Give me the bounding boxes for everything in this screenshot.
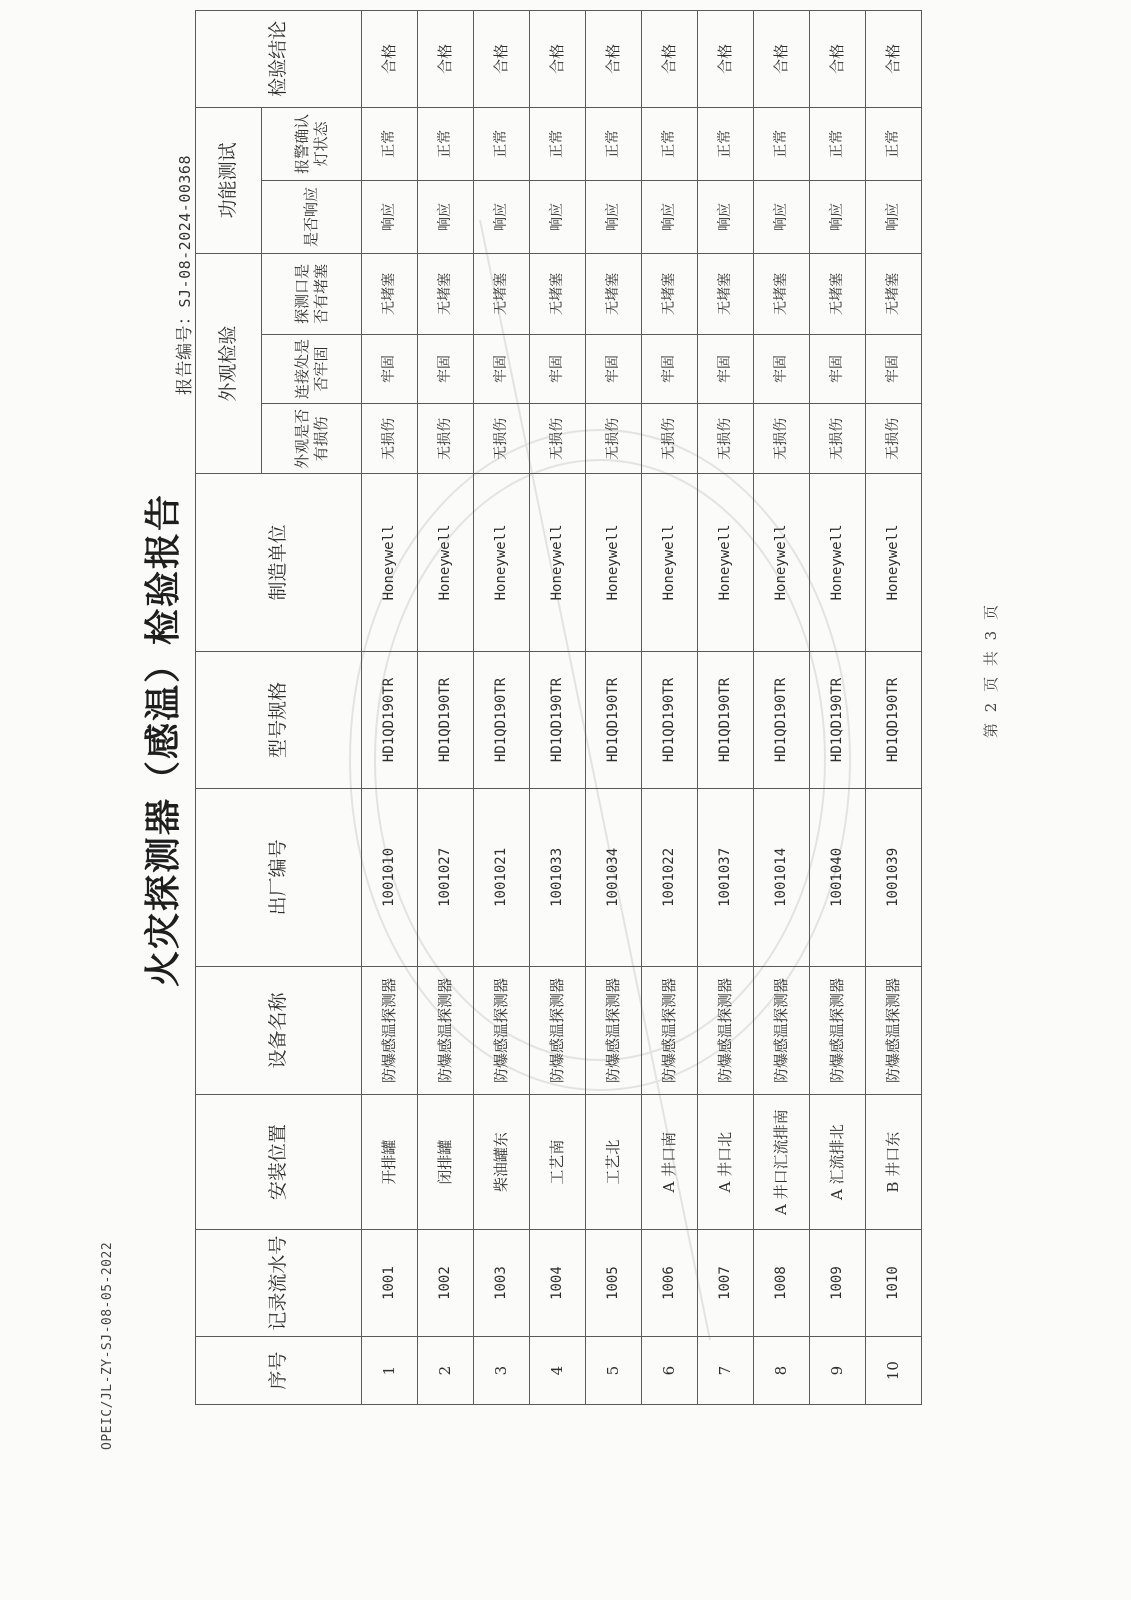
- cell-responds: 响应: [586, 180, 642, 253]
- cell-connection: 牢固: [866, 334, 922, 404]
- cell-alarm-light: 正常: [474, 107, 530, 180]
- header-alarm-light: 报警确认灯状态: [262, 107, 362, 180]
- cell-alarm-light: 正常: [866, 107, 922, 180]
- cell-conclusion: 合格: [362, 11, 418, 108]
- cell-connection: 牢固: [586, 334, 642, 404]
- cell-conclusion: 合格: [642, 11, 698, 108]
- cell-manufacturer: Honeywell: [642, 474, 698, 651]
- cell-responds: 响应: [362, 180, 418, 253]
- cell-manufacturer: Honeywell: [418, 474, 474, 651]
- report-number-value: SJ-08-2024-00368: [176, 155, 194, 308]
- cell-seq: 4: [530, 1337, 586, 1405]
- cell-location: 开排罐: [362, 1095, 418, 1229]
- cell-seq: 6: [642, 1337, 698, 1405]
- cell-alarm-light: 正常: [586, 107, 642, 180]
- cell-responds: 响应: [698, 180, 754, 253]
- cell-record-no: 1001: [362, 1229, 418, 1336]
- cell-connection: 牢固: [418, 334, 474, 404]
- cell-alarm-light: 正常: [754, 107, 810, 180]
- cell-damage: 无损伤: [642, 404, 698, 474]
- cell-location: A 井口北: [698, 1095, 754, 1229]
- header-appearance-group: 外观检验: [196, 254, 262, 474]
- cell-record-no: 1009: [810, 1229, 866, 1336]
- cell-factory-no: 1001037: [698, 789, 754, 966]
- cell-blocked: 无堵塞: [754, 254, 810, 335]
- cell-damage: 无损伤: [474, 404, 530, 474]
- cell-connection: 牢固: [530, 334, 586, 404]
- table-row: [698, 11, 754, 1405]
- cell-factory-no: 1001039: [866, 789, 922, 966]
- cell-seq: 8: [754, 1337, 810, 1405]
- table-row: [474, 11, 530, 1405]
- cell-model: HD1QD190TR: [362, 651, 418, 789]
- cell-connection: 牢固: [474, 334, 530, 404]
- cell-connection: 牢固: [810, 334, 866, 404]
- cell-factory-no: 1001034: [586, 789, 642, 966]
- cell-alarm-light: 正常: [418, 107, 474, 180]
- cell-manufacturer: Honeywell: [866, 474, 922, 651]
- cell-model: HD1QD190TR: [754, 651, 810, 789]
- cell-location: B 井口东: [866, 1095, 922, 1229]
- table-row: [586, 11, 642, 1405]
- table-row: [754, 11, 810, 1405]
- cell-damage: 无损伤: [866, 404, 922, 474]
- cell-record-no: 1003: [474, 1229, 530, 1336]
- cell-record-no: 1004: [530, 1229, 586, 1336]
- cell-alarm-light: 正常: [530, 107, 586, 180]
- header-seq: 序号: [196, 1337, 362, 1405]
- cell-conclusion: 合格: [866, 11, 922, 108]
- cell-damage: 无损伤: [418, 404, 474, 474]
- cell-blocked: 无堵塞: [810, 254, 866, 335]
- cell-conclusion: 合格: [754, 11, 810, 108]
- cell-connection: 牢固: [754, 334, 810, 404]
- cell-model: HD1QD190TR: [698, 651, 754, 789]
- header-appearance-damage: 外观是否有损伤: [262, 404, 362, 474]
- cell-manufacturer: Honeywell: [362, 474, 418, 651]
- cell-responds: 响应: [754, 180, 810, 253]
- cell-conclusion: 合格: [530, 11, 586, 108]
- cell-blocked: 无堵塞: [418, 254, 474, 335]
- cell-conclusion: 合格: [810, 11, 866, 108]
- table-row: [530, 11, 586, 1405]
- cell-manufacturer: Honeywell: [754, 474, 810, 651]
- cell-responds: 响应: [530, 180, 586, 253]
- cell-conclusion: 合格: [474, 11, 530, 108]
- cell-location: A 汇流排北: [810, 1095, 866, 1229]
- cell-location: 柴油罐东: [474, 1095, 530, 1229]
- header-detector-blocked: 探测口是否有堵塞: [262, 254, 362, 335]
- cell-blocked: 无堵塞: [586, 254, 642, 335]
- cell-manufacturer: Honeywell: [810, 474, 866, 651]
- cell-record-no: 1008: [754, 1229, 810, 1336]
- cell-factory-no: 1001021: [474, 789, 530, 966]
- cell-alarm-light: 正常: [698, 107, 754, 180]
- header-function-group: 功能测试: [196, 107, 262, 253]
- cell-device-name: 防爆感温探测器: [698, 966, 754, 1095]
- cell-damage: 无损伤: [754, 404, 810, 474]
- cell-factory-no: 1001014: [754, 789, 810, 966]
- table-row: [418, 11, 474, 1405]
- header-location: 安装位置: [196, 1095, 362, 1229]
- cell-seq: 9: [810, 1337, 866, 1405]
- cell-location: A 井口南: [642, 1095, 698, 1229]
- header-device-name: 设备名称: [196, 966, 362, 1095]
- cell-manufacturer: Honeywell: [474, 474, 530, 651]
- cell-blocked: 无堵塞: [362, 254, 418, 335]
- inspection-table: [195, 10, 922, 1405]
- cell-seq: 3: [474, 1337, 530, 1405]
- page-title: 火灾探测器（感温）检验报告: [142, 493, 184, 988]
- header-connection: 连接处是否牢固: [262, 334, 362, 404]
- cell-damage: 无损伤: [698, 404, 754, 474]
- cell-responds: 响应: [474, 180, 530, 253]
- cell-manufacturer: Honeywell: [530, 474, 586, 651]
- cell-manufacturer: Honeywell: [698, 474, 754, 651]
- cell-location: 工艺北: [586, 1095, 642, 1229]
- cell-record-no: 1010: [866, 1229, 922, 1336]
- page-footer: 第 2 页 共 3 页: [982, 602, 1000, 738]
- cell-record-no: 1006: [642, 1229, 698, 1336]
- cell-record-no: 1005: [586, 1229, 642, 1336]
- cell-device-name: 防爆感温探测器: [474, 966, 530, 1095]
- cell-conclusion: 合格: [698, 11, 754, 108]
- cell-model: HD1QD190TR: [586, 651, 642, 789]
- header-manufacturer: 制造单位: [196, 474, 362, 651]
- cell-alarm-light: 正常: [362, 107, 418, 180]
- cell-manufacturer: Honeywell: [586, 474, 642, 651]
- cell-location: 闭排罐: [418, 1095, 474, 1229]
- cell-factory-no: 1001027: [418, 789, 474, 966]
- cell-model: HD1QD190TR: [642, 651, 698, 789]
- cell-record-no: 1002: [418, 1229, 474, 1336]
- cell-blocked: 无堵塞: [642, 254, 698, 335]
- cell-connection: 牢固: [698, 334, 754, 404]
- cell-device-name: 防爆感温探测器: [866, 966, 922, 1095]
- cell-device-name: 防爆感温探测器: [362, 966, 418, 1095]
- cell-factory-no: 1001010: [362, 789, 418, 966]
- cell-model: HD1QD190TR: [866, 651, 922, 789]
- cell-damage: 无损伤: [586, 404, 642, 474]
- table-row: [642, 11, 698, 1405]
- cell-device-name: 防爆感温探测器: [530, 966, 586, 1095]
- cell-model: HD1QD190TR: [418, 651, 474, 789]
- cell-seq: 1: [362, 1337, 418, 1405]
- cell-device-name: 防爆感温探测器: [754, 966, 810, 1095]
- cell-conclusion: 合格: [586, 11, 642, 108]
- cell-seq: 10: [866, 1337, 922, 1405]
- form-code: OPEIC/JL-ZY-SJ-08-05-2022: [100, 1241, 115, 1450]
- cell-responds: 响应: [642, 180, 698, 253]
- cell-damage: 无损伤: [362, 404, 418, 474]
- cell-seq: 5: [586, 1337, 642, 1405]
- cell-device-name: 防爆感温探测器: [586, 966, 642, 1095]
- cell-responds: 响应: [866, 180, 922, 253]
- cell-alarm-light: 正常: [642, 107, 698, 180]
- cell-responds: 响应: [418, 180, 474, 253]
- cell-model: HD1QD190TR: [810, 651, 866, 789]
- table-row: [810, 11, 866, 1405]
- cell-responds: 响应: [810, 180, 866, 253]
- cell-conclusion: 合格: [418, 11, 474, 108]
- report-number-label: 报告编号：: [175, 307, 195, 395]
- cell-device-name: 防爆感温探测器: [810, 966, 866, 1095]
- cell-blocked: 无堵塞: [866, 254, 922, 335]
- cell-record-no: 1007: [698, 1229, 754, 1336]
- header-factory-no: 出厂编号: [196, 789, 362, 966]
- cell-blocked: 无堵塞: [474, 254, 530, 335]
- header-responds: 是否响应: [262, 180, 362, 253]
- header-record-no: 记录流水号: [196, 1229, 362, 1336]
- report-number: [170, 155, 195, 395]
- cell-location: 工艺南: [530, 1095, 586, 1229]
- table-row: [362, 11, 418, 1405]
- cell-model: HD1QD190TR: [530, 651, 586, 789]
- cell-factory-no: 1001022: [642, 789, 698, 966]
- table-row: [866, 11, 922, 1405]
- cell-damage: 无损伤: [810, 404, 866, 474]
- cell-connection: 牢固: [642, 334, 698, 404]
- header-conclusion: 检验结论: [196, 11, 362, 108]
- cell-blocked: 无堵塞: [530, 254, 586, 335]
- cell-damage: 无损伤: [530, 404, 586, 474]
- cell-factory-no: 1001040: [810, 789, 866, 966]
- cell-model: HD1QD190TR: [474, 651, 530, 789]
- cell-alarm-light: 正常: [810, 107, 866, 180]
- cell-seq: 2: [418, 1337, 474, 1405]
- inspection-table-wrapper: [195, 10, 922, 1405]
- cell-device-name: 防爆感温探测器: [418, 966, 474, 1095]
- cell-blocked: 无堵塞: [698, 254, 754, 335]
- cell-device-name: 防爆感温探测器: [642, 966, 698, 1095]
- cell-seq: 7: [698, 1337, 754, 1405]
- cell-location: A 井口汇流排南: [754, 1095, 810, 1229]
- header-model: 型号规格: [196, 651, 362, 789]
- cell-connection: 牢固: [362, 334, 418, 404]
- cell-factory-no: 1001033: [530, 789, 586, 966]
